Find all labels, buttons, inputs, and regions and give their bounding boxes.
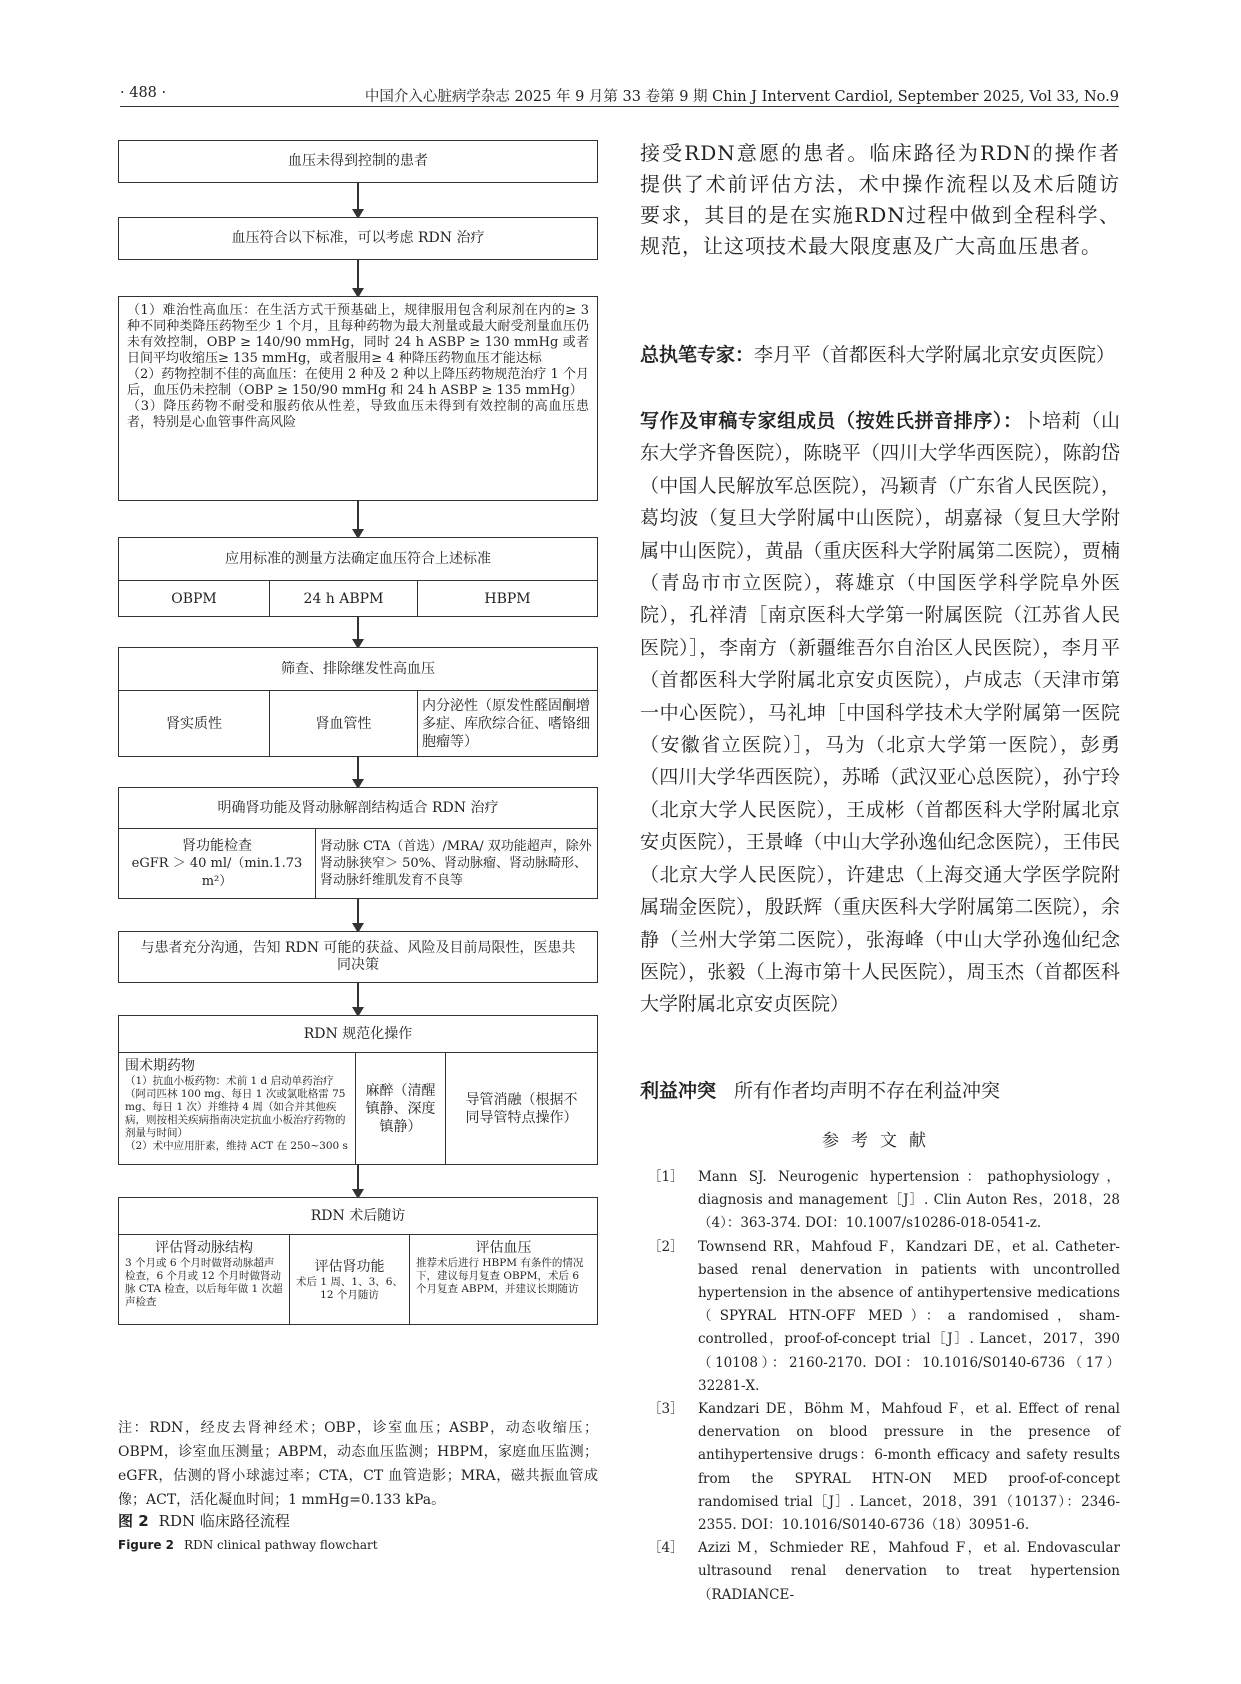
flow-box-followup: RDN 术后随访 评估肾动脉结构 3 个月或 6 个月时做肾动脉超声检查，6 个月或 12 个月时做肾动脉 CTA 检查，以后每年做 1 次超声检查 评估肾功能 术后 1 周、1、3、6、12 个月随访 评估血压 推荐术后进行 HBPM 有条件的情况下，建议每月复查 OBPM，术后 6 个月复查 ABPM，并建议长期随访 bbox=[118, 1197, 598, 1325]
flow-arrow bbox=[357, 183, 359, 217]
measure-hbpm: HBPM bbox=[417, 581, 597, 616]
figure-caption-cn: 图 2 RDN 临床路径流程 bbox=[118, 1512, 290, 1530]
followup-renal-artery: 评估肾动脉结构 3 个月或 6 个月时做肾动脉超声检查，6 个月或 12 个月时做肾动脉 CTA 检查，以后每年做 1 次超声检查 bbox=[125, 1240, 283, 1308]
screen-renal-parenchymal: 肾实质性 bbox=[166, 715, 222, 732]
flow-box-shared-decision: 与患者充分沟通，告知 RDN 可能的获益、风险及目前局限性，医患共同决策 bbox=[118, 931, 598, 983]
flow-arrow bbox=[357, 1165, 359, 1197]
journal-title: 中国介入心脏病学杂志 2025 年 9 月第 33 卷第 9 期 Chin J Intervent Cardiol, September 2025, Vol 33, No.9 bbox=[364, 89, 1119, 105]
conflict-of-interest: 利益冲突 所有作者均声明不存在利益冲突 bbox=[640, 1080, 1001, 1102]
flow-arrow bbox=[357, 617, 359, 647]
flow-box-uncontrolled: 血压未得到控制的患者 bbox=[118, 140, 598, 183]
flow-box-procedure: RDN 规范化操作 围术期药物 （1）抗血小板药物：术前 1 d 启动单药治疗（阿司匹林 100 mg、每日 1 次或氯吡格雷 75 mg、每日 1 次）并维持 4 周（如合并其他疾病，则按相关疾病指南决定抗血小板治疗药物的剂量与时间） （2）术中应用肝素，维持 ACT 在 250~300 s 麻醉（清醒镇静、深度镇静） 导管消融（根据不同导管特点操作） bbox=[118, 1015, 598, 1165]
anesthesia: 麻醉（清醒镇静、深度镇静） bbox=[355, 1053, 445, 1164]
catheter-ablation: 导管消融（根据不同导管特点操作） bbox=[445, 1053, 597, 1164]
screen-renovascular: 肾血管性 bbox=[269, 691, 417, 756]
flow-arrow bbox=[357, 983, 359, 1015]
flow-arrow bbox=[357, 501, 359, 537]
flowchart bbox=[118, 140, 598, 1410]
references-list bbox=[640, 1166, 1120, 1607]
page-number: · 488 · bbox=[120, 85, 167, 101]
flow-arrow bbox=[357, 260, 359, 296]
reference-item: ［1］ Mann SJ. Neurogenic hypertension：pathophysiology，diagnosis and management［J］. Clin Auton Res，2018，28（4）：363-374. DOI：10.1007/s10286-018-0541-z. bbox=[648, 1169, 1120, 1232]
flow-arrow bbox=[357, 757, 359, 787]
followup-renal-function: 评估肾功能 术后 1 周、1、3、6、12 个月随访 bbox=[289, 1235, 409, 1324]
periop-medication: 围术期药物 （1）抗血小板药物：术前 1 d 启动单药治疗（阿司匹林 100 mg、每日 1 次或氯吡格雷 75 mg、每日 1 次）并维持 4 周（如合并其他疾病，则按相关疾病指南决定抗血小板治疗药物的剂量与时间） （2）术中应用肝素，维持 ACT 在 250~300 s bbox=[125, 1058, 348, 1152]
measure-obpm: OBPM bbox=[171, 590, 217, 607]
criteria-item: （3）降压药物不耐受和服药依从性差，导致血压未得到有效控制的高血压患者，特别是心血管事件高风险 bbox=[127, 399, 589, 430]
reference-item: ［3］ Kandzari DE，Böhm M，Mahfoud F，et al. Effect of renal denervation on blood pressure in the presence of antihypertensive drugs：6-month efficacy and safety results from the SPYRAL HTN-ON MED proof-of-concept randomised trial［J］. Lancet，2018，391（10137）：2346-2355. DOI：10.1016/S0140-6736（18）30951-6. bbox=[648, 1401, 1120, 1534]
flow-box-measurement: 应用标准的测量方法确定血压符合上述标准 OBPM 24 h ABPM HBPM bbox=[118, 537, 598, 617]
intro-paragraph: 接受RDN意愿的患者。临床路径为RDN的操作者提供了术前评估方法，术中操作流程以及术后随访要求，其目的是在实施RDN过程中做到全程科学、规范，让这项技术最大限度惠及广大高血压患者。 bbox=[640, 141, 1120, 258]
reference-item: ［4］ Azizi M，Schmieder RE，Mahfoud F，et al. Endovascular ultrasound renal denervation to treat hypertension（RADIANCE- bbox=[648, 1540, 1120, 1603]
flow-box-criteria bbox=[118, 296, 598, 501]
flow-box-renal-assessment: 明确肾功能及肾动脉解剖结构适合 RDN 治疗 肾功能检查 eGFR ＞ 40 ml/（min.1.73 m²） 肾动脉 CTA（首选）/MRA/ 双功能超声，除外肾动脉狭窄＞ 50%、肾动脉瘤、肾动脉畸形、肾动脉纤维肌发育不良等 bbox=[118, 787, 598, 899]
figure-caption-en: Figure 2 RDN clinical pathway flowchart bbox=[118, 1538, 378, 1552]
flow-box-criteria-title: 血压符合以下标准，可以考虑 RDN 治疗 bbox=[118, 217, 598, 260]
expert-group: 写作及审稿专家组成员（按姓氏拼音排序）：卜培莉（山东大学齐鲁医院），陈晓平（四川大学华西医院），陈韵岱（中国人民解放军总医院），冯颖青（广东省人民医院），葛均波（复旦大学附属中山医院），胡嘉禄（复旦大学附属中山医院），黄晶（重庆医科大学附属第二医院），贾楠（青岛市市立医院），蒋雄京（中国医学科学院阜外医院），孔祥清［南京医科大学第一附属医院（江苏省人民医院）］，李南方（新疆维吾尔自治区人民医院），李月平（首都医科大学附属北京安贞医院），卢成志（天津市第一中心医院），马礼坤［中国科学技术大学附属第一医院（安徽省立医院）］，马为（北京大学第一医院），彭勇（四川大学华西医院），苏晞（武汉亚心总医院），孙宁玲（北京大学人民医院），王成彬（首都医科大学附属北京安贞医院），王景峰（中山大学孙逸仙纪念医院），王伟民（北京大学人民医院），许建忠（上海交通大学医学院附属瑞金医院），殷跃辉（重庆医科大学附属第二医院），余静（兰州大学第二医院），张海峰（中山大学孙逸仙纪念医院），张毅（上海市第十人民医院），周玉杰（首都医科大学附属北京安贞医院） bbox=[640, 410, 1120, 1016]
renal-function-test: 肾功能检查 eGFR ＞ 40 ml/（min.1.73 m²） bbox=[131, 837, 303, 889]
measure-abpm: 24 h ABPM bbox=[269, 581, 417, 616]
flow-arrow bbox=[357, 899, 359, 931]
screen-endocrine: 内分泌性（原发性醛固酮增多症、库欣综合征、嗜铬细胞瘤等） bbox=[417, 691, 597, 756]
flow-box-secondary-screening: 筛查、排除继发性高血压 肾实质性 肾血管性 内分泌性（原发性醛固酮增多症、库欣综合征、嗜铬细胞瘤等） bbox=[118, 647, 598, 757]
renal-artery-imaging: 肾动脉 CTA（首选）/MRA/ 双功能超声，除外肾动脉狭窄＞ 50%、肾动脉瘤、肾动脉畸形、肾动脉纤维肌发育不良等 bbox=[315, 829, 597, 898]
figure-note: 注：RDN，经皮去肾神经术；OBP，诊室血压；ASBP，动态收缩压；OBPM，诊室血压测量；ABPM，动态血压监测；HBPM，家庭血压监测；eGFR，估测的肾小球滤过率；CTA，CT 血管造影；MRA，磁共振血管成像；ACT，活化凝血时间；1 mmHg=0.133 kPa。 bbox=[118, 1420, 598, 1508]
followup-blood-pressure: 评估血压 推荐术后进行 HBPM 有条件的情况下，建议每月复查 OBPM，术后 6 个月复查 ABPM，并建议长期随访 bbox=[409, 1235, 597, 1324]
chief-writer: 总执笔专家：李月平（首都医科大学附属北京安贞医院） bbox=[640, 344, 1116, 366]
criteria-item: （2）药物控制不佳的高血压：在使用 2 种及 2 种以上降压药物规范治疗 1 个月后，血压仍未控制（OBP ≥ 150/90 mmHg 和 24 h ASBP ≥ 135 mmHg） bbox=[127, 367, 589, 398]
criteria-item: （1）难治性高血压：在生活方式干预基础上，规律服用包含利尿剂在内的≥ 3 种不同种类降压药物至少 1 个月，且每种药物为最大剂量或最大耐受剂量血压仍未有效控制，OBP ≥ 140/90 mmHg，同时 24 h ASBP ≥ 130 mmHg 或者日间平均收缩压≥ 135 mmHg，或者服用≥ 4 种降压药物血压才能达标 bbox=[127, 303, 589, 366]
references-heading: 参考文献 bbox=[822, 1131, 938, 1151]
reference-item: ［2］ Townsend RR，Mahfoud F，Kandzari DE，et al. Catheter-based renal denervation in patients with uncontrolled hypertension in the absence of antihypertensive medications（SPYRAL HTN-OFF MED）：a randomised，sham-controlled，proof-of-concept trial［J］. Lancet，2017，390（10108）：2160-2170. DOI：10.1016/S0140-6736（17）32281-X. bbox=[648, 1238, 1120, 1394]
page-header bbox=[120, 83, 1119, 107]
